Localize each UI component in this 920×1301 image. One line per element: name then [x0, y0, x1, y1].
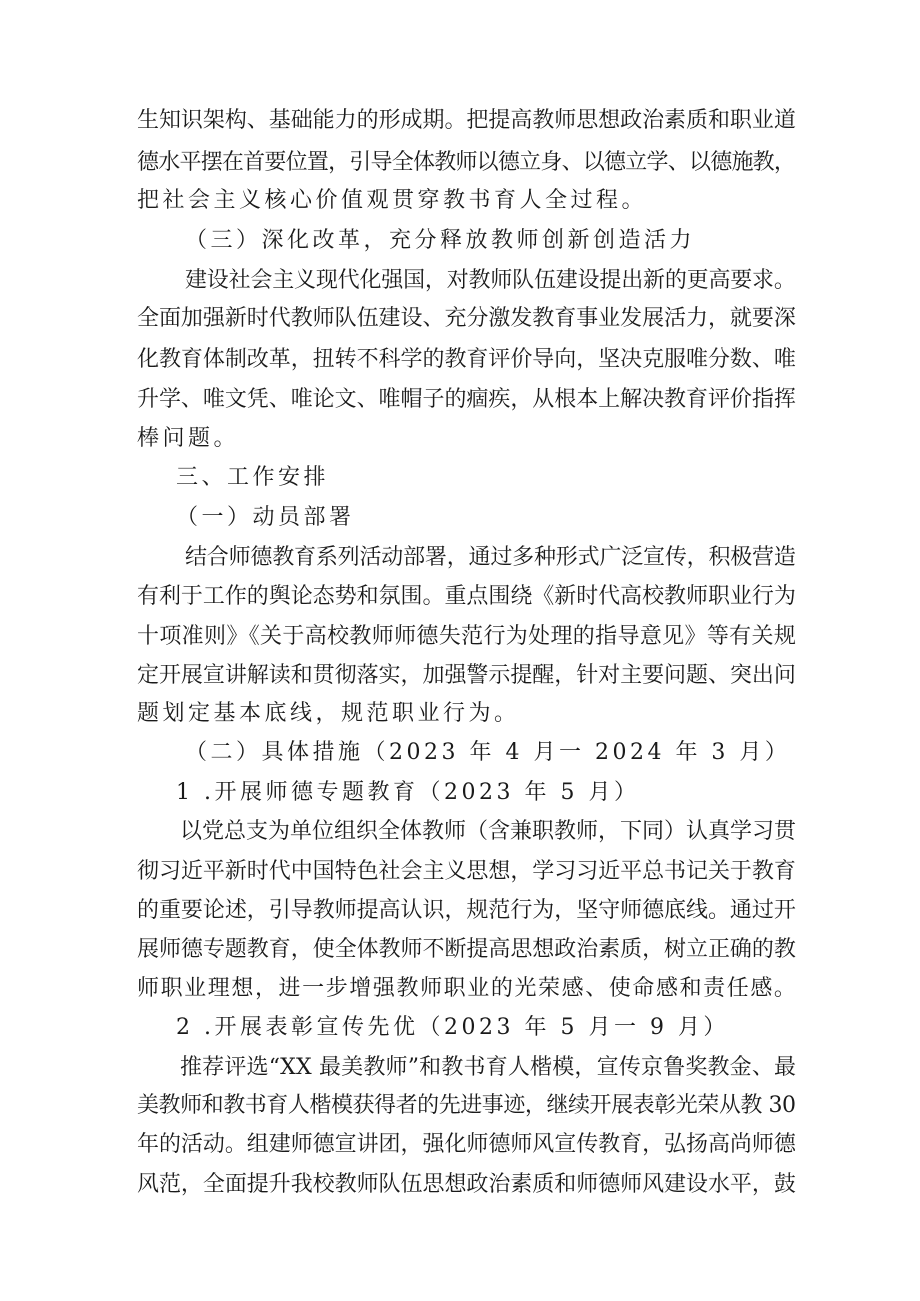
paragraph-text: 的重要论述，引导教师提高认识，规范行为，坚守师德底线。通过开	[137, 898, 796, 923]
heading-text: （三）深化改革，充分释放教师创新创造活力	[185, 228, 696, 253]
paragraph-text: 以党总支为单位组织全体教师（含兼职教师，下同）认真学习贯	[180, 819, 797, 844]
paragraph-line	[0, 538, 920, 578]
paragraph-text: 结合师德教育系列活动部署，通过多种形式广泛宣传，积极营造	[185, 545, 796, 570]
paragraph-text: 十项准则》《关于高校教师师德失范行为处理的指导意见》等有关规	[137, 624, 797, 649]
paragraph-text: 生知识架构、基础能力的形成期。把提高教师思想政治素质和职业道	[137, 108, 796, 133]
subsection-heading	[0, 498, 920, 538]
paragraph-text: 有利于工作的舆论态势和氛围。重点围绕《新时代高校教师职业行为	[137, 584, 796, 609]
paragraph-line	[0, 101, 920, 141]
section-heading	[0, 221, 920, 261]
paragraph-text: 题划定基本底线，规范职业行为。	[137, 701, 520, 726]
paragraph-line	[0, 143, 920, 183]
paragraph-line	[0, 694, 920, 734]
paragraph-line	[0, 930, 920, 970]
paragraph-line	[0, 380, 920, 420]
paragraph-line	[0, 181, 920, 221]
paragraph-line	[0, 891, 920, 931]
heading-text: 三、工作安排	[176, 465, 330, 490]
paragraph-line	[0, 340, 920, 380]
paragraph-line	[0, 812, 920, 852]
paragraph-line	[0, 852, 920, 892]
section-heading	[0, 458, 920, 498]
paragraph-text: 风范，全面提升我校教师队伍思想政治素质和师德师风建设水平，鼓	[137, 1172, 796, 1197]
paragraph-line	[0, 1165, 920, 1205]
paragraph-text: 把社会主义核心价值观贯穿教书育人全过程。	[137, 188, 648, 213]
item-heading	[0, 1008, 920, 1048]
paragraph-line	[0, 1048, 920, 1088]
paragraph-line	[0, 577, 920, 617]
paragraph-text: 建设社会主义现代化强国，对教师队伍建设提出新的更高要求。	[185, 268, 796, 293]
item-heading	[0, 773, 920, 813]
paragraph-text: 全面加强新时代教师队伍建设、充分激发教育事业发展活力，就要深	[137, 306, 796, 331]
paragraph-text: 美教师和教书育人楷模获得者的先进事迹，继续开展表彰光荣从教 30	[137, 1093, 796, 1118]
heading-text: 1 .开展师德专题教育（2023 年 5 月）	[176, 780, 640, 805]
paragraph-line	[0, 419, 920, 459]
paragraph-text: 棒问题。	[137, 426, 240, 451]
heading-text: 2 .开展表彰宣传先优（2023 年 5 月一 9 月）	[176, 1015, 729, 1040]
paragraph-line	[0, 1086, 920, 1126]
paragraph-text: 师职业理想，进一步增强教师职业的光荣感、使命感和责任感。	[137, 976, 798, 1001]
paragraph-line	[0, 1125, 920, 1165]
paragraph-text: 彻习近平新时代中国特色社会主义思想，学习习近平总书记关于教育	[137, 859, 796, 884]
heading-text: （二）具体措施（2023 年 4 月一 2024 年 3 月）	[185, 740, 791, 765]
paragraph-line	[0, 617, 920, 657]
paragraph-text: 推荐评选“XX 最美教师”和教书育人楷模，宣传京鲁奖教金、最	[180, 1055, 797, 1080]
paragraph-line	[0, 261, 920, 301]
paragraph-text: 定开展宣讲解读和贯彻落实，加强警示提醒，针对主要问题、突出问	[137, 663, 796, 688]
paragraph-text: 展师德专题教育，使全体教师不断提高思想政治素质，树立正确的教	[137, 937, 796, 962]
paragraph-text: 德水平摆在首要位置，引导全体教师以德立身、以德立学、以德施教，	[137, 150, 796, 175]
subsection-heading	[0, 733, 920, 773]
paragraph-line	[0, 969, 920, 1009]
paragraph-line	[0, 656, 920, 696]
heading-text: （一）动员部署	[176, 505, 355, 530]
paragraph-line	[0, 299, 920, 339]
paragraph-text: 化教育体制改革，扭转不科学的教育评价导向，坚决克服唯分数、唯	[137, 347, 796, 372]
paragraph-text: 升学、唯文凭、唯论文、唯帽子的痼疾，从根本上解决教育评价指挥	[137, 387, 796, 412]
paragraph-text: 年的活动。组建师德宣讲团，强化师德师风宣传教育，弘扬高尚师德	[137, 1132, 796, 1157]
